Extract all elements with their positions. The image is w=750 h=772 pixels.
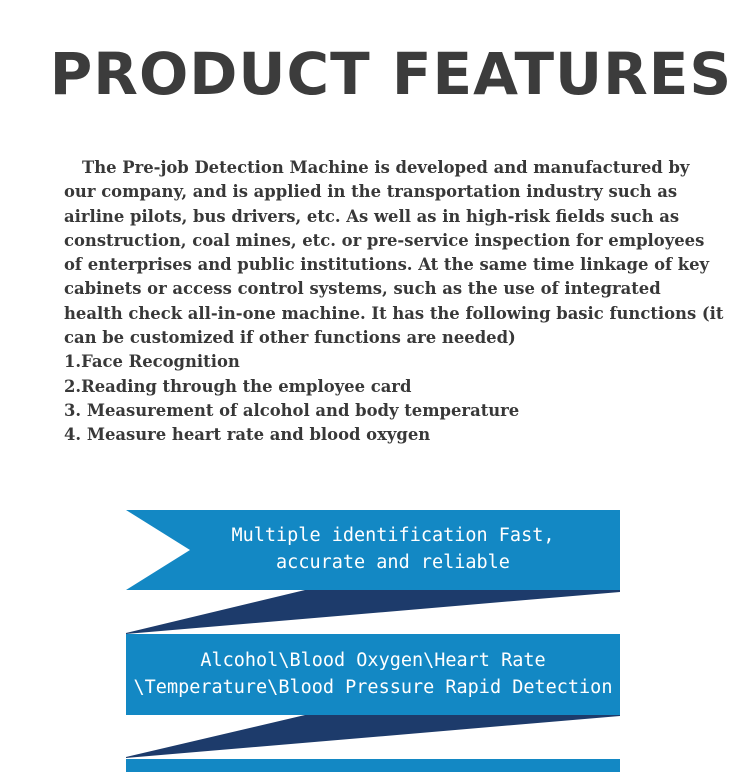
function-item: 2.Reading through the employee card: [64, 376, 412, 396]
band-1-line-1: Multiple identification Fast,: [231, 525, 555, 546]
band-2-line-2: \Temperature\Blood Pressure Rapid Detection: [133, 677, 613, 698]
banner-band-3: [126, 759, 620, 772]
function-item: 4. Measure heart rate and blood oxygen: [64, 425, 431, 445]
function-item: 3. Measurement of alcohol and body temperature: [64, 400, 520, 420]
banner-fold-2: [126, 715, 620, 758]
band-1-text: [126, 522, 620, 576]
band-2-text: [126, 647, 620, 701]
banner-fold-1: [126, 590, 620, 634]
intro-paragraph: The Pre-job Detection Machine is developed and manufactured by our company, and is applied in the transportation industry such as airline pilots, bus drivers, etc. As well as in high-risk fields such as construction, coal mines, etc. or pre-service inspection for employees of enterprises and public institutions. At the same time linkage of key cabinets or access control systems, such as the use of integrated health check all-in-one machine. It has the following basic functions (it can be customized if other functions are needed): [64, 158, 724, 348]
band-1-line-2: accurate and reliable: [276, 552, 510, 573]
band-2-line-1: Alcohol\Blood Oxygen\Heart Rate: [200, 650, 546, 671]
page-title: PRODUCT FEATURES: [49, 40, 733, 108]
function-item: 1.Face Recognition: [64, 352, 240, 372]
